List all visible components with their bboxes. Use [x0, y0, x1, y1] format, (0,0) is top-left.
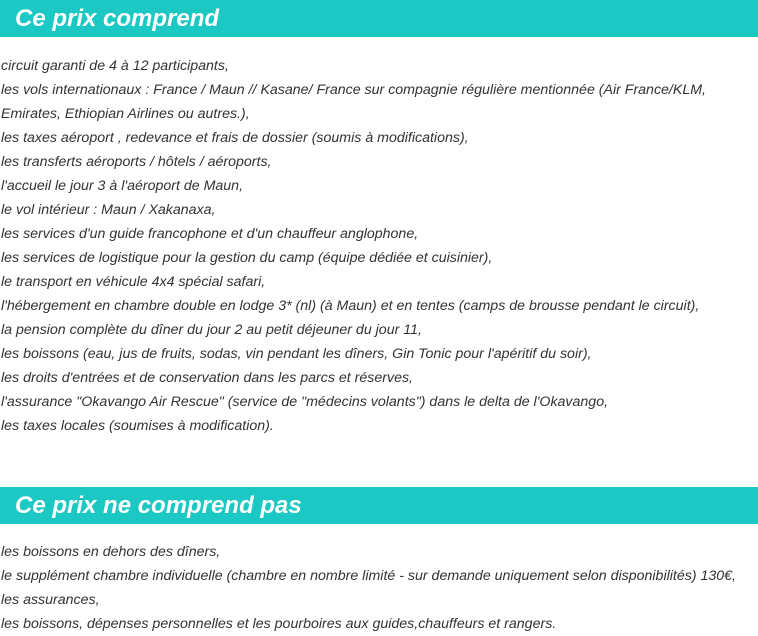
included-item: le transport en véhicule 4x4 spécial safari, — [1, 274, 266, 290]
included-item: l'assurance "Okavango Air Rescue" (service de "médecins volants") dans le delta de l'Okavango, — [1, 394, 609, 410]
excluded-item: les boissons, dépenses personnelles et les pourboires aux guides,chauffeurs et rangers. — [1, 616, 557, 632]
included-item: l'accueil le jour 3 à l'aéroport de Maun, — [1, 178, 244, 194]
excluded-item: le supplément chambre individuelle (chambre en nombre limité - sur demande uniquement selon disponibilités) 130€, — [1, 568, 736, 584]
included-items-list — [1, 54, 753, 438]
included-item: les taxes locales (soumises à modification). — [1, 418, 274, 434]
excluded-item: les assurances, — [1, 592, 100, 608]
included-item: la pension complète du dîner du jour 2 au petit déjeuner du jour 11, — [1, 322, 422, 338]
included-item: les taxes aéroport , redevance et frais de dossier (soumis à modifications), — [1, 130, 469, 146]
included-section-title: Ce prix comprend — [0, 0, 758, 37]
included-item: les boissons (eau, jus de fruits, sodas, vin pendant les dîners, Gin Tonic pour l'apéritif du soir), — [1, 346, 592, 362]
included-item: le vol intérieur : Maun / Xakanaxa, — [1, 202, 216, 218]
included-item: les services d'un guide francophone et d'un chauffeur anglophone, — [1, 226, 419, 242]
included-item: les services de logistique pour la gestion du camp (équipe dédiée et cuisinier), — [1, 250, 493, 266]
included-item: l'hébergement en chambre double en lodge 3* (nl) (à Maun) et en tentes (camps de brousse pendant le circuit), — [1, 298, 700, 314]
excluded-section-title: Ce prix ne comprend pas — [0, 487, 758, 524]
excluded-items-list — [1, 540, 753, 636]
included-item: les vols internationaux : France / Maun // Kasane/ France sur compagnie régulière mentionnée (Air France/KLM, Emirates, Ethiopian Airlines ou autres.), — [1, 82, 706, 122]
excluded-item: les boissons en dehors des dîners, — [1, 544, 221, 560]
included-item: les droits d'entrées et de conservation dans les parcs et réserves, — [1, 370, 413, 386]
included-item: circuit garanti de 4 à 12 participants, — [1, 58, 229, 74]
included-item: les transferts aéroports / hôtels / aéroports, — [1, 154, 272, 170]
